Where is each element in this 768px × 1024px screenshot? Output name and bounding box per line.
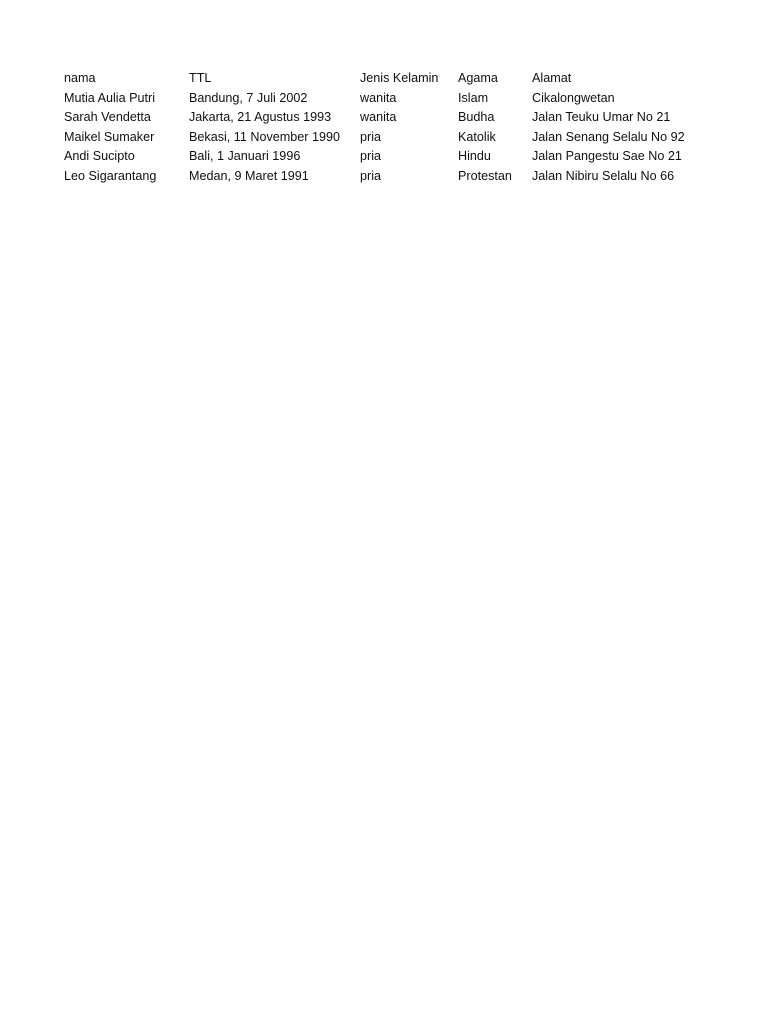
data-table xyxy=(64,69,744,186)
table-row xyxy=(64,167,744,187)
cell-agama: Islam xyxy=(458,90,489,105)
cell-agama: Protestan xyxy=(458,168,512,183)
cell-agama: Katolik xyxy=(458,129,496,144)
cell-nama: Mutia Aulia Putri xyxy=(64,90,155,105)
header-alamat: Alamat xyxy=(532,71,572,85)
cell-ttl: Bandung, 7 Juli 2002 xyxy=(189,90,308,105)
header-nama: nama xyxy=(64,71,96,85)
cell-ttl: Jakarta, 21 Agustus 1993 xyxy=(189,110,332,124)
cell-nama: Leo Sigarantang xyxy=(64,168,157,183)
table-row xyxy=(64,128,744,148)
cell-ttl: Bekasi, 11 November 1990 xyxy=(189,129,340,144)
header-jenis-kelamin: Jenis Kelamin xyxy=(360,71,439,85)
cell-nama: Sarah Vendetta xyxy=(64,110,151,124)
cell-jenis-kelamin: pria xyxy=(360,168,381,183)
header-agama: Agama xyxy=(458,71,498,85)
cell-alamat: Cikalongwetan xyxy=(532,90,615,105)
cell-alamat: Jalan Pangestu Sae No 21 xyxy=(532,149,682,163)
cell-agama: Hindu xyxy=(458,149,491,163)
table-row xyxy=(64,108,744,128)
table-row xyxy=(64,147,744,167)
cell-ttl: Bali, 1 Januari 1996 xyxy=(189,149,301,163)
cell-jenis-kelamin: pria xyxy=(360,129,381,144)
cell-ttl: Medan, 9 Maret 1991 xyxy=(189,168,309,183)
document-page xyxy=(64,69,744,186)
table-row xyxy=(64,89,744,109)
cell-jenis-kelamin: wanita xyxy=(360,90,397,105)
cell-nama: Andi Sucipto xyxy=(64,149,135,163)
header-ttl: TTL xyxy=(189,71,212,85)
table-header-row xyxy=(64,69,744,89)
cell-alamat: Jalan Senang Selalu No 92 xyxy=(532,129,685,144)
cell-jenis-kelamin: wanita xyxy=(360,110,397,124)
cell-agama: Budha xyxy=(458,110,495,124)
cell-alamat: Jalan Teuku Umar No 21 xyxy=(532,110,671,124)
cell-nama: Maikel Sumaker xyxy=(64,129,155,144)
cell-alamat: Jalan Nibiru Selalu No 66 xyxy=(532,168,675,183)
cell-jenis-kelamin: pria xyxy=(360,149,381,163)
